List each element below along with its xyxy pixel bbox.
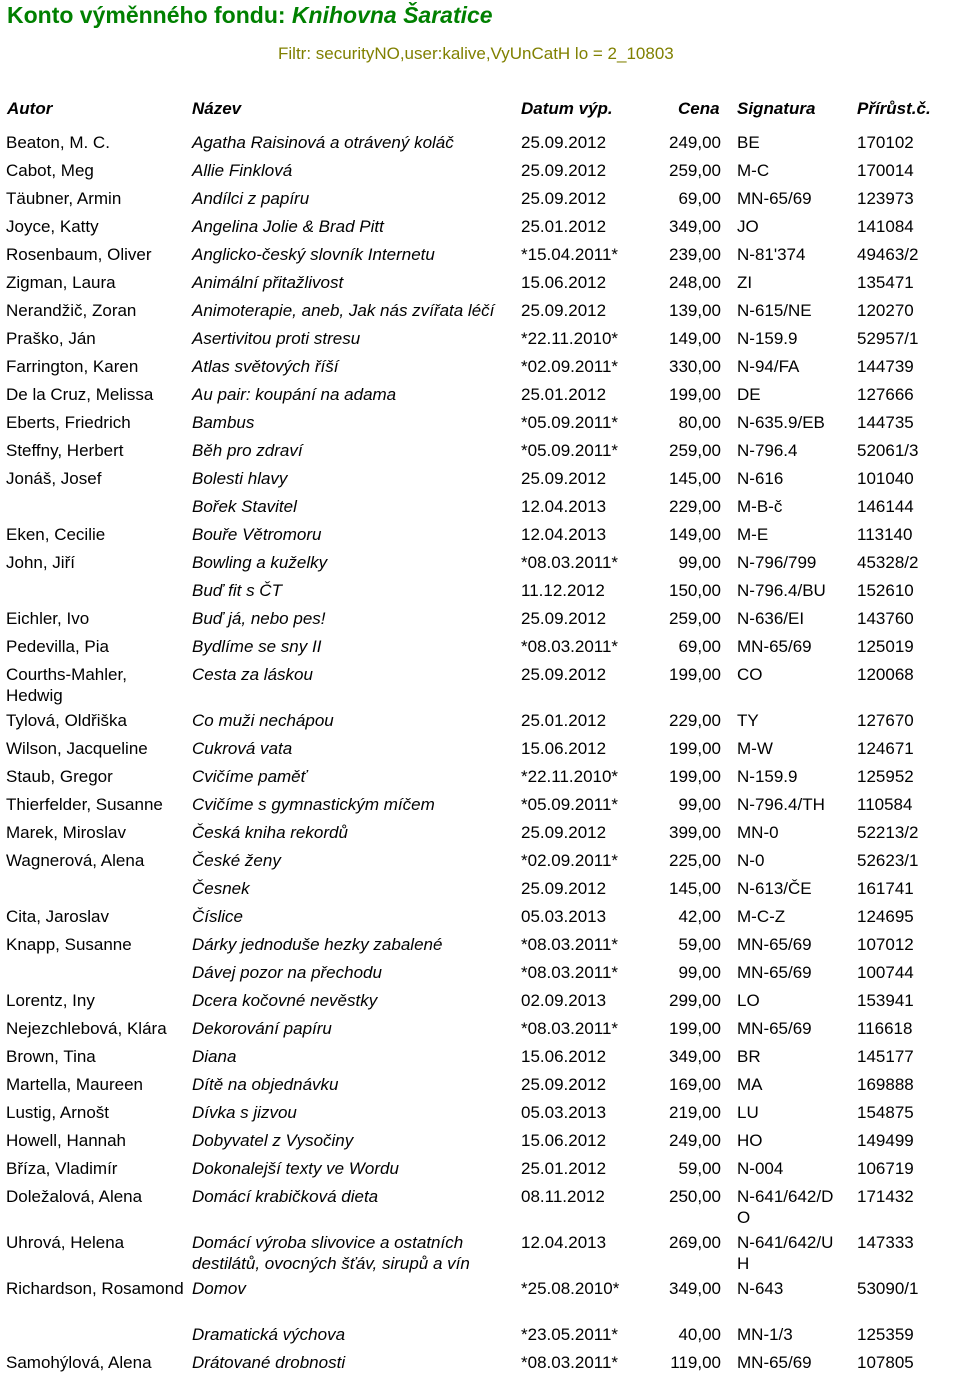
filter-text: Filtr: securityNO,user:kalive,VyUnCatH lo = 2_10803: [278, 44, 674, 63]
author-cell: Joyce, Katty: [6, 217, 99, 236]
price-cell: 80,00: [678, 413, 721, 432]
signature-cell: N-159.9: [737, 767, 798, 786]
price-cell: 250,00: [669, 1187, 721, 1206]
price-cell: 248,00: [669, 273, 721, 292]
title-cell: Česnek: [192, 879, 250, 898]
loan-date-cell: 15.06.2012: [521, 1047, 607, 1066]
title-cell: Atlas světových říší: [192, 357, 339, 376]
price-cell: 249,00: [669, 133, 721, 152]
accession-cell: 170102: [857, 133, 914, 152]
price-cell: 225,00: [669, 851, 721, 870]
author-cell: Wilson, Jacqueline: [6, 739, 148, 758]
signature-cell: MN-0: [737, 823, 779, 842]
signature-cell: MN-65/69: [737, 637, 812, 656]
price-cell: 199,00: [669, 385, 721, 404]
loan-date-cell: *08.03.2011*: [521, 935, 619, 954]
accession-cell: 123973: [857, 189, 914, 208]
title-cell: Česká kniha rekordů: [192, 823, 348, 842]
accession-cell: 141084: [857, 217, 914, 236]
accession-cell: 116618: [857, 1019, 913, 1038]
loan-date-cell: *08.03.2011*: [521, 1019, 619, 1038]
accession-cell: 152610: [857, 581, 914, 600]
signature-cell: M-C: [737, 161, 770, 180]
author-cell: Farrington, Karen: [6, 357, 139, 376]
author-cell: Rosenbaum, Oliver: [6, 245, 152, 264]
signature-cell: MN-1/3: [737, 1325, 793, 1344]
price-cell: 259,00: [669, 609, 721, 628]
price-cell: 299,00: [669, 991, 721, 1010]
accession-cell: 153941: [857, 991, 914, 1010]
price-cell: 99,00: [678, 963, 721, 982]
author-cell: Wagnerová, Alena: [6, 851, 145, 870]
price-cell: 229,00: [669, 497, 721, 516]
price-cell: 229,00: [669, 711, 721, 730]
accession-cell: 49463/2: [857, 245, 919, 264]
loan-date-cell: 25.01.2012: [521, 1159, 607, 1178]
loan-date-cell: *15.04.2011*: [521, 245, 619, 264]
loan-date-cell: *02.09.2011*: [521, 851, 619, 870]
signature-cell: BR: [737, 1047, 761, 1066]
title-cell: Dávej pozor na přechodu: [192, 963, 382, 982]
accession-cell: 143760: [857, 609, 914, 628]
column-header-signatura: Signatura: [737, 99, 816, 118]
title-cell: Bořek Stavitel: [192, 497, 297, 516]
signature-cell: LU: [737, 1103, 759, 1122]
title-cell: Dobyvatel z Vysočiny: [192, 1131, 354, 1150]
column-header-cena: Cena: [678, 99, 720, 118]
signature-cell: MN-65/69: [737, 935, 812, 954]
accession-cell: 113140: [857, 525, 913, 544]
loan-date-cell: 25.09.2012: [521, 133, 607, 152]
loan-date-cell: *08.03.2011*: [521, 553, 619, 572]
accession-cell: 135471: [857, 273, 914, 292]
loan-date-cell: *22.11.2010*: [521, 767, 619, 786]
price-cell: 399,00: [669, 823, 721, 842]
accession-cell: 107012: [857, 935, 914, 954]
column-header-datum: Datum výp.: [521, 99, 613, 118]
price-cell: 150,00: [669, 581, 721, 600]
accession-cell: 106719: [857, 1159, 914, 1178]
title-cell: Diana: [192, 1047, 237, 1066]
loan-date-cell: 25.09.2012: [521, 1075, 607, 1094]
accession-cell: 127670: [857, 711, 914, 730]
accession-cell: 144739: [857, 357, 914, 376]
title-cell: Číslice: [192, 907, 244, 926]
title-cell: Domácí krabičková dieta: [192, 1187, 379, 1206]
title-cell: Bydlíme se sny II: [192, 637, 322, 656]
price-cell: 99,00: [678, 795, 721, 814]
signature-cell: N-616: [737, 469, 784, 488]
loan-date-cell: 15.06.2012: [521, 739, 607, 758]
author-cell: Samohýlová, Alena: [6, 1353, 152, 1372]
price-cell: 59,00: [678, 935, 721, 954]
title-cell: Cvičíme s gymnastickým míčem: [192, 795, 435, 814]
title-cell: Domácí výroba slivovice a ostatních destilátů, ovocných šťáv, sirupů a vín: [192, 1233, 470, 1273]
price-cell: 99,00: [678, 553, 721, 572]
price-cell: 145,00: [669, 469, 721, 488]
title-cell: Bolesti hlavy: [192, 469, 288, 488]
title-cell: Cesta za láskou: [192, 665, 313, 684]
signature-cell: N-796.4/TH: [737, 795, 825, 814]
accession-cell: 145177: [857, 1047, 914, 1066]
author-cell: Tylová, Oldřiška: [6, 711, 127, 730]
accession-cell: 107805: [857, 1353, 914, 1372]
loan-date-cell: 25.09.2012: [521, 609, 607, 628]
author-cell: Cita, Jaroslav: [6, 907, 109, 926]
accession-cell: 149499: [857, 1131, 914, 1150]
author-cell: Bříza, Vladimír: [6, 1159, 118, 1178]
signature-cell: LO: [737, 991, 760, 1010]
loan-date-cell: 25.01.2012: [521, 711, 607, 730]
author-cell: Howell, Hannah: [6, 1131, 127, 1150]
price-cell: 42,00: [678, 907, 721, 926]
signature-cell: MN-65/69: [737, 1353, 812, 1372]
signature-cell: N-635.9/EB: [737, 413, 825, 432]
author-cell: Eken, Cecilie: [6, 525, 106, 544]
author-cell: Nejezchlebová, Klára: [6, 1019, 167, 1038]
title-cell: Anglicko-český slovník Internetu: [192, 245, 435, 264]
title-cell: Asertivitou proti stresu: [192, 329, 361, 348]
signature-cell: N-636/EI: [737, 609, 805, 628]
author-cell: Courths-Mahler, Hedwig: [6, 665, 127, 705]
signature-cell: N-641/642/UH: [737, 1233, 834, 1273]
author-cell: Knapp, Susanne: [6, 935, 132, 954]
loan-date-cell: 25.09.2012: [521, 469, 607, 488]
signature-cell: N-004: [737, 1159, 784, 1178]
loan-date-cell: *08.03.2011*: [521, 637, 619, 656]
signature-cell: MN-65/69: [737, 963, 812, 982]
loan-date-cell: 25.09.2012: [521, 189, 607, 208]
signature-cell: M-B-č: [737, 497, 783, 516]
column-header-autor: Autor: [7, 99, 53, 118]
price-cell: 169,00: [669, 1075, 721, 1094]
title-cell: Cvičíme paměť: [192, 767, 307, 786]
author-cell: Uhrová, Helena: [6, 1233, 125, 1252]
loan-date-cell: *05.09.2011*: [521, 795, 619, 814]
signature-cell: BE: [737, 133, 760, 152]
price-cell: 330,00: [669, 357, 721, 376]
price-cell: 249,00: [669, 1131, 721, 1150]
loan-date-cell: 15.06.2012: [521, 1131, 607, 1150]
signature-cell: N-159.9: [737, 329, 798, 348]
title-cell: Dítě na objednávku: [192, 1075, 339, 1094]
author-cell: Staub, Gregor: [6, 767, 113, 786]
title-cell: Dárky jednoduše hezky zabalené: [192, 935, 443, 954]
price-cell: 149,00: [669, 525, 721, 544]
title-cell: Bouře Větromoru: [192, 525, 322, 544]
library-name: Knihovna Šaratice: [291, 2, 493, 28]
author-cell: Lorentz, Iny: [6, 991, 95, 1010]
loan-date-cell: 25.09.2012: [521, 161, 607, 180]
title-cell: Domov: [192, 1279, 246, 1298]
price-cell: 219,00: [669, 1103, 721, 1122]
signature-cell: M-E: [737, 525, 769, 544]
title-prefix: Konto výměnného fondu:: [7, 2, 286, 28]
loan-date-cell: *23.05.2011*: [521, 1325, 619, 1344]
title-cell: České ženy: [192, 851, 281, 870]
accession-cell: 124671: [857, 739, 914, 758]
loan-date-cell: 05.03.2013: [521, 907, 607, 926]
title-cell: Allie Finklová: [192, 161, 293, 180]
author-cell: Nerandžič, Zoran: [6, 301, 137, 320]
title-cell: Buď fit s ČT: [192, 581, 282, 600]
price-cell: 119,00: [670, 1353, 721, 1372]
author-cell: Steffny, Herbert: [6, 441, 124, 460]
accession-cell: 146144: [857, 497, 914, 516]
author-cell: Eichler, Ivo: [6, 609, 90, 628]
loan-date-cell: 08.11.2012: [521, 1187, 605, 1206]
title-cell: Au pair: koupání na adama: [192, 385, 397, 404]
signature-cell: M-W: [737, 739, 773, 758]
accession-cell: 52061/3: [857, 441, 919, 460]
title-cell: Co muži nechápou: [192, 711, 334, 730]
title-cell: Agatha Raisinová a otrávený koláč: [192, 133, 454, 152]
author-cell: Pedevilla, Pia: [6, 637, 110, 656]
loan-date-cell: *08.03.2011*: [521, 1353, 619, 1372]
signature-cell: HO: [737, 1131, 763, 1150]
price-cell: 199,00: [669, 1019, 721, 1038]
accession-cell: 120270: [857, 301, 914, 320]
author-cell: Beaton, M. C.: [6, 133, 110, 152]
signature-cell: CO: [737, 665, 763, 684]
signature-cell: M-C-Z: [737, 907, 786, 926]
title-cell: Animální přitažlivost: [192, 273, 344, 292]
loan-date-cell: *05.09.2011*: [521, 413, 619, 432]
loan-date-cell: 25.09.2012: [521, 665, 607, 684]
price-cell: 199,00: [669, 665, 721, 684]
title-cell: Dokonalejší texty ve Wordu: [192, 1159, 399, 1178]
price-cell: 139,00: [669, 301, 721, 320]
accession-cell: 170014: [857, 161, 914, 180]
price-cell: 259,00: [669, 441, 721, 460]
accession-cell: 110584: [857, 795, 913, 814]
column-header-prirustek: Přírůst.č.: [857, 99, 931, 118]
author-cell: Martella, Maureen: [6, 1075, 144, 1094]
title-cell: Cukrová vata: [192, 739, 293, 758]
loan-date-cell: 25.09.2012: [521, 823, 607, 842]
author-cell: Praško, Ján: [6, 329, 96, 348]
loan-date-cell: 25.09.2012: [521, 879, 607, 898]
author-cell: John, Jiří: [6, 553, 75, 572]
signature-cell: N-643: [737, 1279, 784, 1298]
author-cell: Eberts, Friedrich: [6, 413, 131, 432]
price-cell: 239,00: [669, 245, 721, 264]
accession-cell: 169888: [857, 1075, 914, 1094]
price-cell: 269,00: [669, 1233, 721, 1252]
author-cell: Lustig, Arnošt: [6, 1103, 110, 1122]
signature-cell: ZI: [737, 273, 753, 292]
signature-cell: DE: [737, 385, 761, 404]
signature-cell: N-796.4: [737, 441, 798, 460]
author-cell: Marek, Miroslav: [6, 823, 126, 842]
title-cell: Dramatická výchova: [192, 1325, 346, 1344]
accession-cell: 52957/1: [857, 329, 919, 348]
title-cell: Angelina Jolie & Brad Pitt: [192, 217, 384, 236]
author-cell: De la Cruz, Melissa: [6, 385, 154, 404]
accession-cell: 125359: [857, 1325, 914, 1344]
title-cell: Andílci z papíru: [192, 189, 310, 208]
signature-cell: N-796/799: [737, 553, 817, 572]
signature-cell: TY: [737, 711, 759, 730]
price-cell: 59,00: [678, 1159, 721, 1178]
price-cell: 349,00: [669, 1047, 721, 1066]
loan-date-cell: *05.09.2011*: [521, 441, 619, 460]
accession-cell: 124695: [857, 907, 914, 926]
column-header-nazev: Název: [192, 99, 242, 118]
accession-cell: 52213/2: [857, 823, 919, 842]
signature-cell: N-641/642/DO: [737, 1187, 834, 1227]
loan-date-cell: 12.04.2013: [521, 1233, 607, 1252]
accession-cell: 120068: [857, 665, 914, 684]
title-cell: Dcera kočovné nevěstky: [192, 991, 378, 1010]
accession-cell: 144735: [857, 413, 914, 432]
loan-date-cell: 12.04.2013: [521, 525, 607, 544]
signature-cell: N-0: [737, 851, 765, 870]
author-cell: Brown, Tina: [6, 1047, 96, 1066]
accession-cell: 125019: [857, 637, 914, 656]
accession-cell: 45328/2: [857, 553, 919, 572]
loan-date-cell: 02.09.2013: [521, 991, 607, 1010]
title-cell: Dívka s jizvou: [192, 1103, 297, 1122]
signature-cell: MN-65/69: [737, 189, 812, 208]
signature-cell: MN-65/69: [737, 1019, 812, 1038]
title-cell: Animoterapie, aneb, Jak nás zvířata léčí: [192, 301, 495, 320]
title-cell: Buď já, nebo pes!: [192, 609, 326, 628]
accession-cell: 127666: [857, 385, 914, 404]
signature-cell: N-81'374: [737, 245, 806, 264]
loan-date-cell: 11.12.2012: [521, 581, 605, 600]
price-cell: 149,00: [669, 329, 721, 348]
accession-cell: 161741: [857, 879, 914, 898]
loan-date-cell: 25.01.2012: [521, 385, 607, 404]
loan-date-cell: 15.06.2012: [521, 273, 607, 292]
accession-cell: 52623/1: [857, 851, 919, 870]
signature-cell: N-796.4/BU: [737, 581, 826, 600]
signature-cell: N-94/FA: [737, 357, 800, 376]
title-cell: Drátované drobnosti: [192, 1353, 346, 1372]
loan-date-cell: *02.09.2011*: [521, 357, 619, 376]
price-cell: 145,00: [669, 879, 721, 898]
author-cell: Thierfelder, Susanne: [6, 795, 163, 814]
author-cell: Richardson, Rosamond: [6, 1279, 184, 1298]
title-cell: Bambus: [192, 413, 255, 432]
accession-cell: 171432: [857, 1187, 914, 1206]
loan-date-cell: 25.01.2012: [521, 217, 607, 236]
price-cell: 69,00: [678, 189, 721, 208]
accession-cell: 125952: [857, 767, 914, 786]
price-cell: 199,00: [669, 739, 721, 758]
loan-date-cell: 05.03.2013: [521, 1103, 607, 1122]
author-cell: Zigman, Laura: [6, 273, 116, 292]
price-cell: 40,00: [678, 1325, 721, 1344]
signature-cell: N-615/NE: [737, 301, 812, 320]
price-cell: 349,00: [669, 217, 721, 236]
accession-cell: 101040: [857, 469, 914, 488]
accession-cell: 53090/1: [857, 1279, 919, 1298]
accession-cell: 154875: [857, 1103, 914, 1122]
accession-cell: 100744: [857, 963, 914, 982]
author-cell: Doležalová, Alena: [6, 1187, 143, 1206]
price-cell: 349,00: [669, 1279, 721, 1298]
title-cell: Bowling a kuželky: [192, 553, 328, 572]
signature-cell: N-613/ČE: [737, 879, 812, 898]
loan-date-cell: *08.03.2011*: [521, 963, 619, 982]
signature-cell: MA: [737, 1075, 763, 1094]
title-cell: Běh pro zdraví: [192, 441, 303, 460]
loan-date-cell: 12.04.2013: [521, 497, 607, 516]
accession-cell: 147333: [857, 1233, 914, 1252]
title-cell: Dekorování papíru: [192, 1019, 332, 1038]
loan-date-cell: *22.11.2010*: [521, 329, 619, 348]
author-cell: Täubner, Armin: [6, 189, 122, 208]
author-cell: Jonáš, Josef: [6, 469, 102, 488]
loan-date-cell: 25.09.2012: [521, 301, 607, 320]
loan-date-cell: *25.08.2010*: [521, 1279, 620, 1298]
price-cell: 199,00: [669, 767, 721, 786]
price-cell: 259,00: [669, 161, 721, 180]
author-cell: Cabot, Meg: [6, 161, 94, 180]
signature-cell: JO: [737, 217, 759, 236]
price-cell: 69,00: [678, 637, 721, 656]
